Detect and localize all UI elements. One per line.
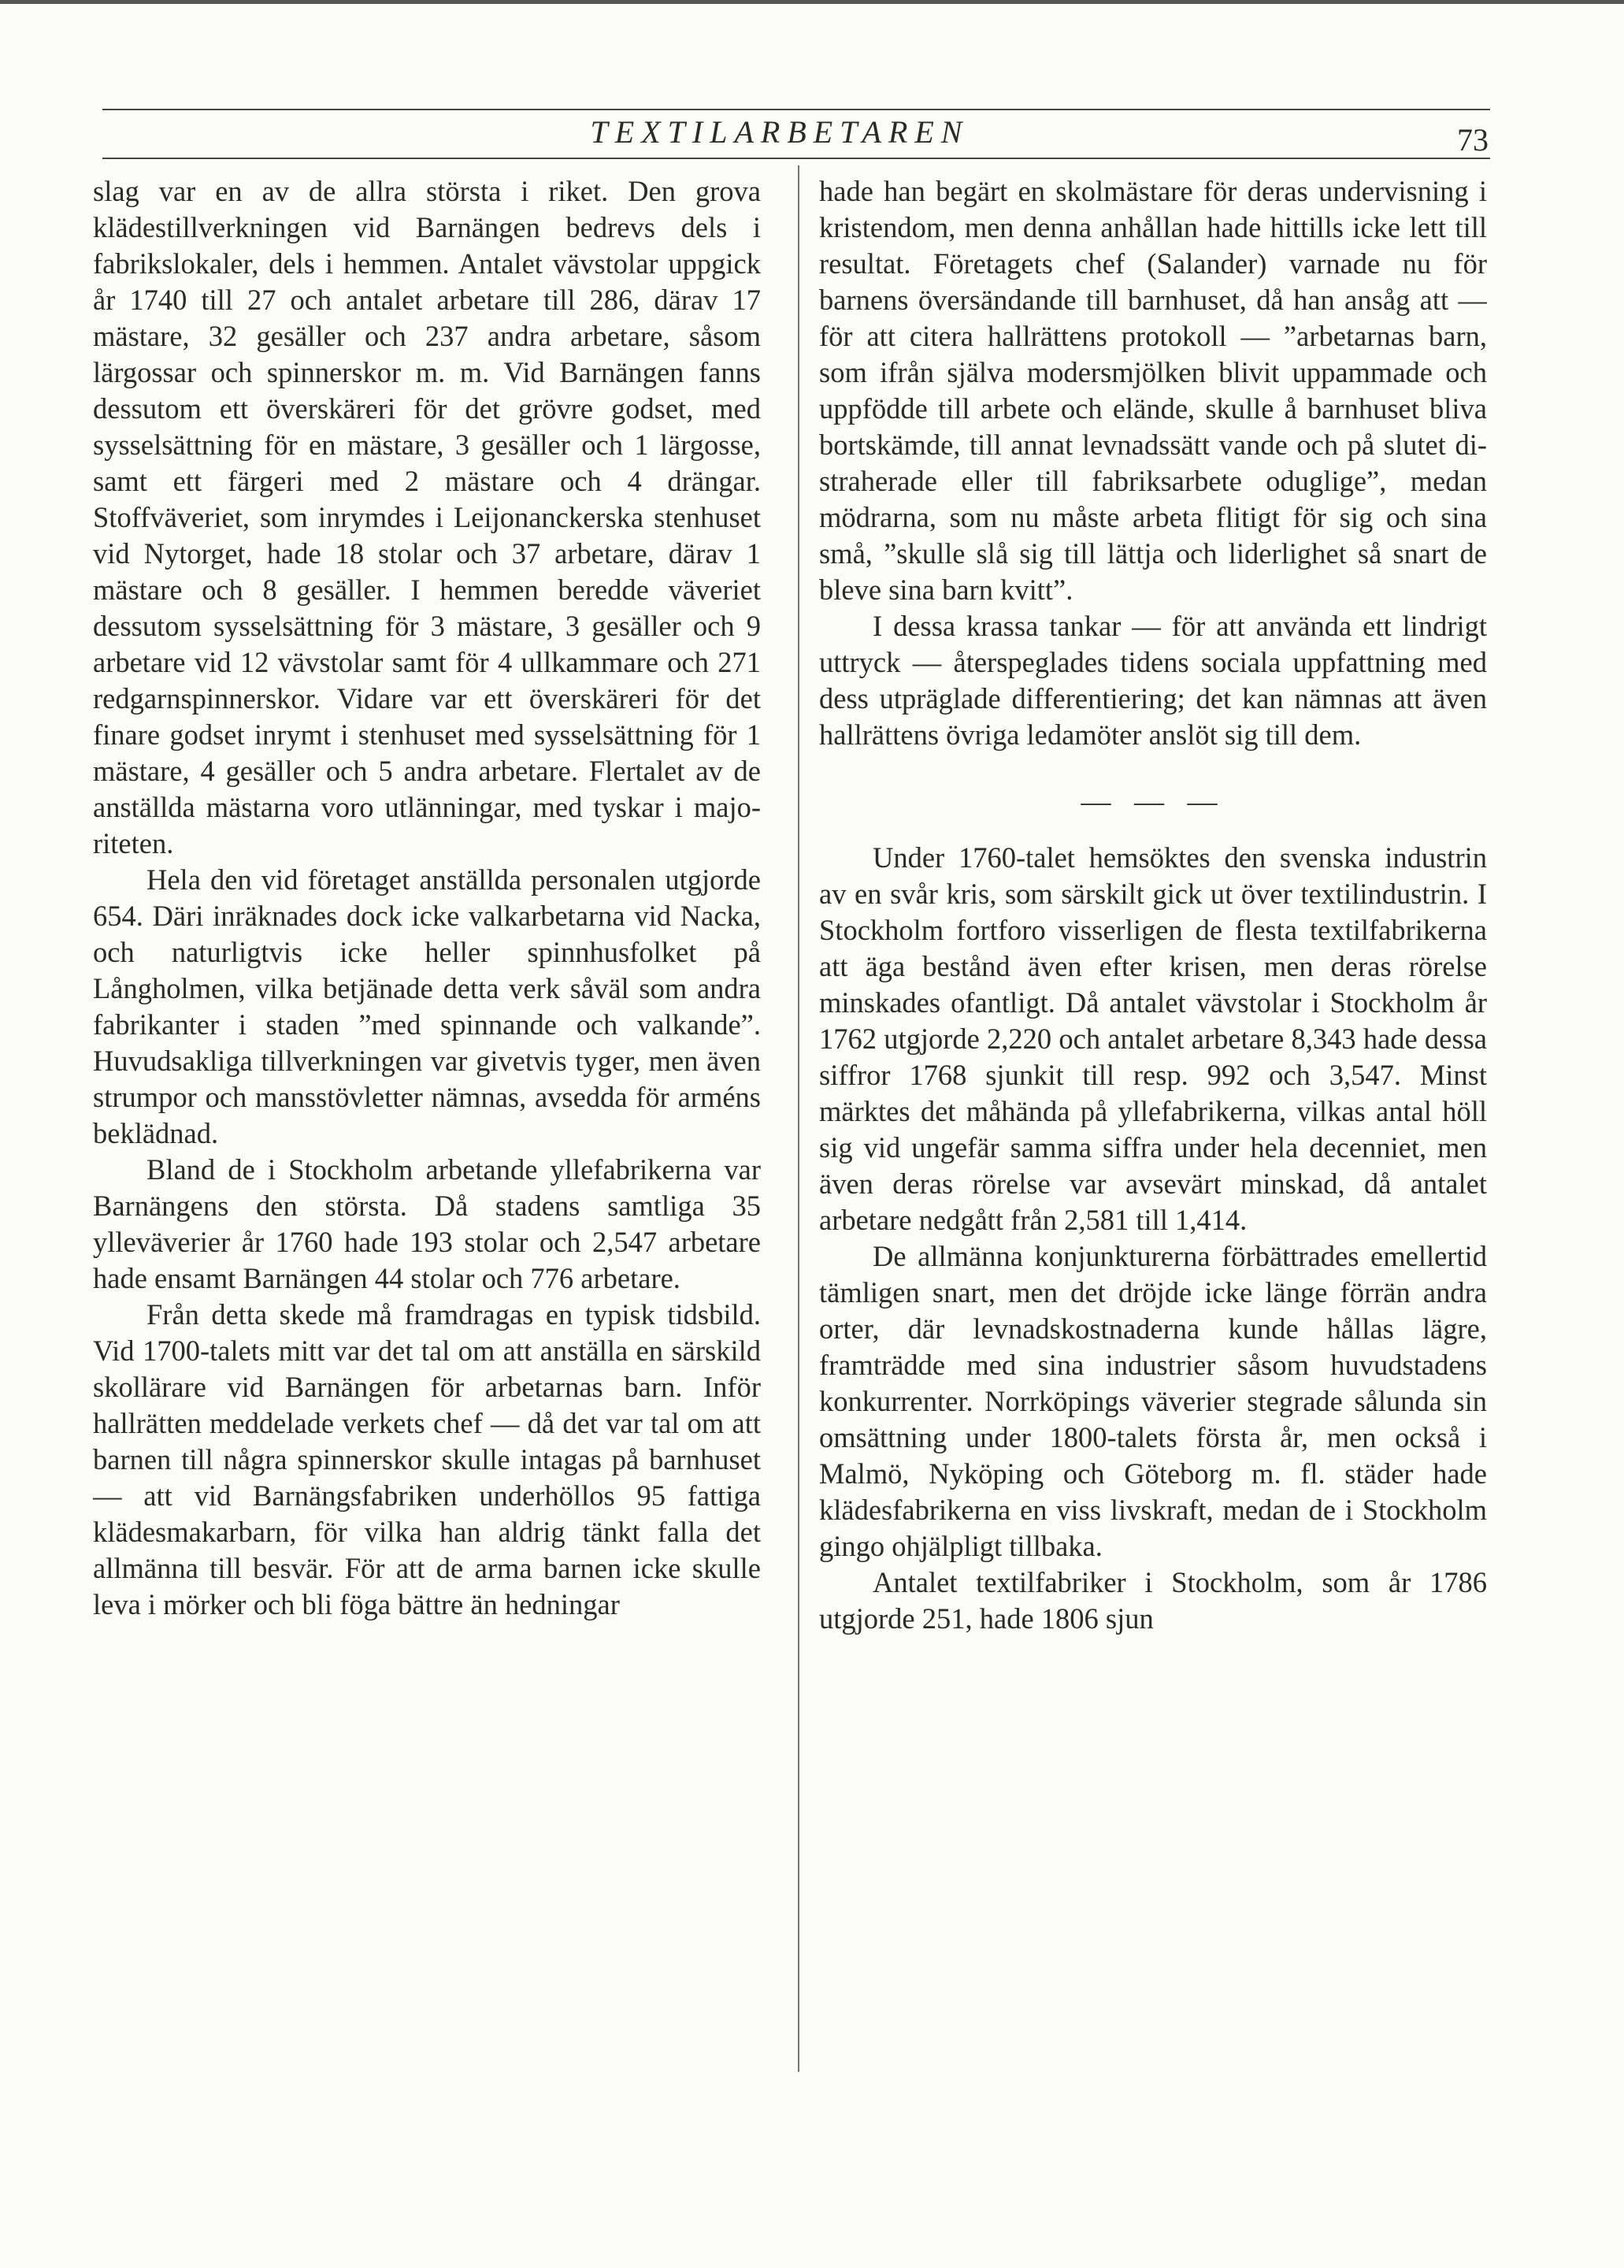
page-number: 73 <box>1457 122 1489 158</box>
paragraph: Bland de i Stockholm arbetande yllefabrikerna var Barnängens den största. Då stadens samtliga 35 ylleväverier år 1760 hade 193 stolar och 2,547 arbetare hade ensamt Barnängen 44 stolar och 776 arbetare. <box>93 1153 761 1294</box>
left-column <box>93 173 761 2095</box>
running-head: TEXTILARBETAREN <box>590 114 970 150</box>
column-divider <box>798 165 799 2072</box>
paragraph: Från detta skede må framdragas en typisk tidsbild. Vid 1700-talets mitt var det tal om att anställa en särskild skollärare vid Barnängen för arbetarnas barn. Inför hallrätten meddelade verkets chef — då det var tal om att barnen till några spinnerskor skulle intagas på barnhuset — att vid Barnängsfabriken underhöllos 95 fattiga klädesmakarbarn, för vilka han aldrig tänkt falla det allmänna till besvär. För att de arma barnen icke skulle leva i mörker och bli föga bättre än hedningar <box>93 1298 761 1620</box>
paragraph: I dessa krassa tankar — för att använda ett lindrigt uttryck — återspeglades tidens sociala uppfattning med dess utpräglade differentiering; det kan nämnas att även hallrättens övriga ledamöter anslöt sig till dem. <box>819 610 1487 751</box>
paragraph: De allmänna konjunkturerna förbättrades emellertid tämligen snart, men det dröjde icke länge förrän andra orter, där levnadskostnaderna kunde hållas lägre, framträdde med sina industrier såsom huvudstadens konkurrenter. Norrköpings väverier stegrade sålunda sin omsättning under 1800-talets första år, men också i Malmö, Nyköping och Göteborg m. fl. städer hade klädesfabrikerna en viss livskraft, medan de i Stockholm gingo ohjälpligt tillbaka. <box>819 1240 1487 1562</box>
right-column <box>819 173 1487 2095</box>
paragraph: slag var en av de allra största i riket. Den grova klädestillverkningen vid Barnängen bedrevs dels i fabrikslokaler, dels i hemmen. Antalet vävstolar uppgick år 1740 till 27 och antalet arbetare till 286, därav 17 mästare, 32 gesäller och 237 andra arbetare, såsom lärgossar och spinnerskor m. m. Vid Barnängen fanns dessutom ett överskäreri för det grövre godset, med sysselsättning för en mästare, 3 gesäller och 1 lärgosse, samt ett färgeri med 2 mästare och 4 drängar. Stoffväveriet, som inrymdes i Leijonanckerska stenhuset vid Nytorget, hade 18 stolar och 37 arbetare, därav 1 mästare och 8 gesäller. I hemmen beredde väveriet dessutom sysselsättning för 3 mästare, 3 gesäller och 9 arbetare vid 12 vävstolar samt för 4 ullkammare och 271 redgarnspinnerskor. Vidare var ett överskäreri för det finare godset inrymt i stenhuset med sysselsättning för 1 mästare, 4 gesäller och 5 andra arbetare. Flertalet av de anställda mästarna voro utlänningar, med tyskar i majoriteten. <box>93 175 761 859</box>
paragraph: Hela den vid företaget anställda personalen utgjorde 654. Däri inräknades dock icke valkarbetarna vid Nacka, och naturligtvis icke heller spinnhusfolket på Långholmen, vilka betjänade detta verk såväl som andra fabrikanter i staden ”med spinnande och valkande”. Huvudsakliga tillverkningen var givetvis tyger, men även strumpor och mansstövletter nämnas, avsedda för arméns beklädnad. <box>93 863 761 1149</box>
section-break: — — — <box>1081 785 1225 818</box>
paragraph: Under 1760-talet hemsöktes den svenska industrin av en svår kris, som särskilt gick ut över textilindustrin. I Stockholm fortforo visserligen de flesta textilfabrikerna att äga bestånd även efter krisen, men deras rörelse minskades ofantligt. Då antalet vävstolar i Stockholm år 1762 utgjorde 2,220 och antalet arbetare 8,343 hade dessa siffror 1768 sjunkit till resp. 992 och 3,547. Minst märktes det måhända på yllefabrikerna, vilkas antal höll sig vid ungefär samma siffra under hela decenniet, men även deras rörelse var avsevärt minskad, då antalet arbetare nedgått från 2,581 till 1,414. <box>819 841 1487 1236</box>
paragraph: Antalet textilfabriker i Stockholm, som år 1786 utgjorde 251, hade 1806 sjun <box>819 1566 1487 1635</box>
page-top-edge <box>0 0 1624 4</box>
header-rule-bottom <box>102 158 1490 159</box>
paragraph: hade han begärt en skolmästare för deras undervisning i kristendom, men denna anhållan hade hittills icke lett till resultat. Företagets chef (Salander) varnade nu för barnens översändande till barnhuset, då han ansåg att — för att citera hallrättens protokoll — ”arbetarnas barn, som ifrån själva modersmjölken blivit uppammade och uppfödde till arbete och elände, skulle å barnhuset bliva bortskämde, till annat levnadssätt vande och på slutet distraherade eller till fabriksarbete oduglige”, medan mödrarna, som nu måste arbeta flitigt för sig och sina små, ”skulle slå sig till lättja och liderlighet så snart de bleve sina barn kvitt”. <box>819 175 1487 606</box>
